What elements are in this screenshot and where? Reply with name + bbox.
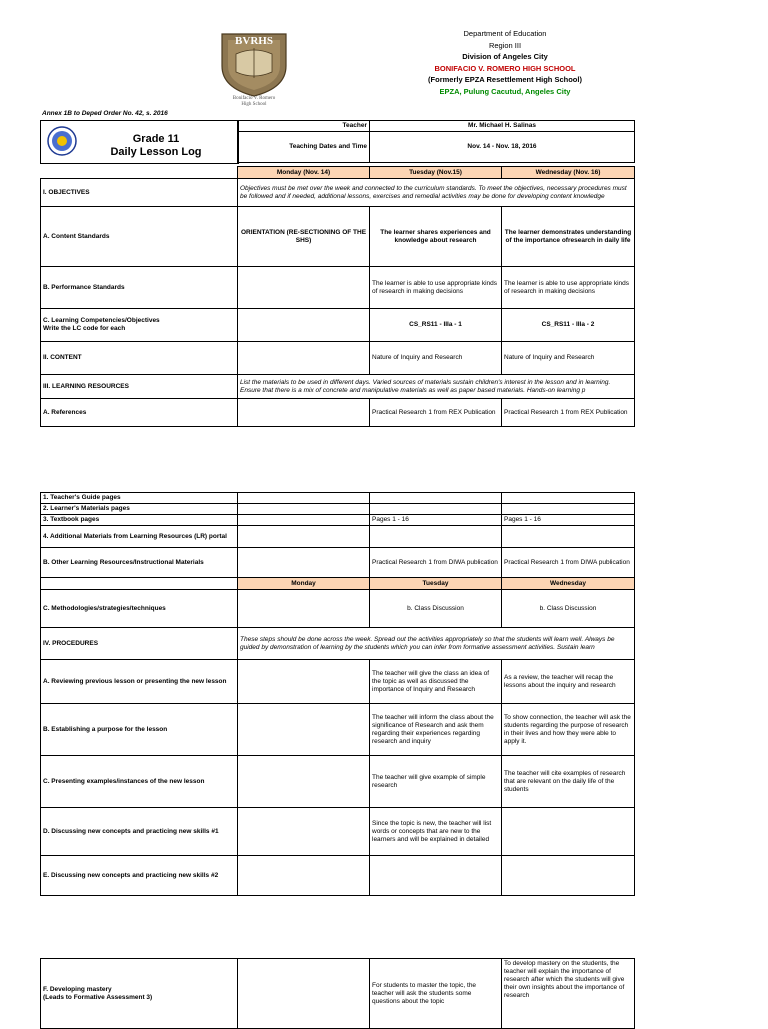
dates-value: Nov. 14 - Nov. 18, 2016 [370,132,635,163]
deped-seal-icon [47,126,77,161]
textbook-mon [238,515,370,526]
resources-note: List the materials to be used in different days. Varied sources of materials sustain children's interest in the lesson and in learning. Ensure that there is a mix of concrete and manipulative materials as well as paper based materials. Hands-on learning p [238,375,635,399]
references-tue: Practical Research 1 from REX Publication [370,399,502,427]
teacher-label: Teacher [238,121,370,132]
lc-tue: CS_RS11 - IIIa - 1 [370,309,502,342]
objectives-label: I. OBJECTIVES [41,179,238,207]
logo-caption-1: Bonifacio V. Romero [232,96,276,101]
learning-resources-label: III. LEARNING RESOURCES [41,375,238,399]
school-logo [212,26,296,106]
additional-materials-label: 4. Additional Materials from Learning Resources (LR) portal [41,526,238,548]
other-mon [238,548,370,578]
proc-e-label: E. Discussing new concepts and practicing new skills #2 [41,856,238,896]
proc-d-mon [238,808,370,856]
content-std-tue: The learner shares experiences and knowledge about research [370,207,502,267]
proc-c-tue: The teacher will give example of simple research [370,756,502,808]
teacher-value: Mr. Michael H. Salinas [370,121,635,132]
header-school-name: BONIFACIO V. ROMERO HIGH SCHOOL [434,63,576,73]
performance-standards-label: B. Performance Standards [41,267,238,309]
school-header [380,28,630,97]
content-wed: Nature of Inquiry and Research [502,342,635,375]
day-header-tuesday: Tuesday (Nov.15) [370,167,502,179]
header-address: EPZA, Pulung Cacutud, Angeles City [439,86,571,96]
perf-std-mon [238,267,370,309]
header-former-name: (Formerly EPZA Resettlement High School) [428,75,582,84]
proc-f-label-1: F. Developing mastery [43,985,112,993]
proc-f-wed: To develop mastery on the students, the teacher will explain the importance of research after which the students will give their own insights about the importance of research [502,959,635,1029]
day-header-mid-wednesday: Wednesday [502,578,635,590]
method-wed: b. Class Discussion [502,590,635,628]
proc-c-label: C. Presenting examples/instances of the new lesson [41,756,238,808]
header-line-1: Department of Education [463,29,547,38]
annex-label: Annex 1B to Deped Order No. 42, s. 2016 [42,110,168,117]
proc-b-label: B. Establishing a purpose for the lesson [41,704,238,756]
method-tue: b. Class Discussion [370,590,502,628]
references-mon [238,399,370,427]
proc-a-tue: The teacher will give the class an idea of the topic as well as discussed the importance of Inquiry and Research [370,660,502,704]
day-header-mid-monday: Monday [238,578,370,590]
proc-f-mon [238,959,370,1029]
logo-initials: BVRHS [235,35,273,47]
perf-std-wed: The learner is able to use appropriate kinds of research in making decisions [502,267,635,309]
proc-a-wed: As a review, the teacher will recap the lessons about the inquiry and research [502,660,635,704]
proc-d-wed [502,808,635,856]
proc-b-mon [238,704,370,756]
proc-b-wed: To show connection, the teacher will ask the students regarding the purpose of research in their lives and how they were able to apply it. [502,704,635,756]
other-wed: Practical Research 1 from DIWA publication [502,548,635,578]
proc-d-label: D. Discussing new concepts and practicing new skills #1 [41,808,238,856]
teachers-guide-label: 1. Teacher's Guide pages [41,493,238,504]
day-header-monday: Monday (Nov. 14) [238,167,370,179]
learners-materials-label: 2. Learner's Materials pages [41,504,238,515]
other-tue: Practical Research 1 from DIWA publication [370,548,502,578]
lesson-table-1 [40,166,635,427]
references-wed: Practical Research 1 from REX Publication [502,399,635,427]
textbook-tue: Pages 1 - 16 [370,515,502,526]
objectives-note: Objectives must be met over the week and connected to the curriculum standards. To meet the objectives, necessary procedures must be followed and if needed, additional lessons, exercises and remedial activities may be done for developing content knowledge [238,179,635,207]
proc-a-mon [238,660,370,704]
meta-table [237,120,635,163]
logo-caption-2: High School [241,102,267,107]
log-title: Daily Lesson Log [110,146,202,158]
title-box [40,120,239,164]
header-line-2: Region III [488,40,522,50]
methodologies-label: C. Methodologies/strategies/techniques [41,590,238,628]
method-mon [238,590,370,628]
day-header-wednesday: Wednesday (Nov. 16) [502,167,635,179]
proc-f-tue: For students to master the topic, the teacher will ask the students some questions about the topic [370,959,502,1029]
day-header-mid-tuesday: Tuesday [370,578,502,590]
lc-mon [238,309,370,342]
proc-f-label [41,959,238,1029]
proc-d-tue: Since the topic is new, the teacher will list words or concepts that are new to the learners and will be explained in detailed [370,808,502,856]
textbook-label: 3. Textbook pages [41,515,238,526]
content-mon [238,342,370,375]
perf-std-tue: The learner is able to use appropriate kinds of research in making decisions [370,267,502,309]
proc-f-label-2: (Leads to Formative Assessment 3) [43,993,153,1001]
proc-c-wed: The teacher will cite examples of research that are relevant on the daily life of the students [502,756,635,808]
procedures-label: IV. PROCEDURES [41,628,238,660]
references-label: A. References [41,399,238,427]
textbook-wed: Pages 1 - 16 [502,515,635,526]
proc-a-label: A. Reviewing previous lesson or presenting the new lesson [41,660,238,704]
dates-label: Teaching Dates and Time [238,132,370,163]
proc-b-tue: The teacher will inform the class about the significance of Research and ask them regarding their experiences regarding research and inquiry [370,704,502,756]
content-standards-label: A. Content Standards [41,207,238,267]
content-std-mon: ORIENTATION (RE-SECTIONING OF THE SHS) [238,207,370,267]
header-line-3: Division of Angeles City [462,52,548,61]
lesson-table-2 [40,492,635,896]
content-std-wed: The learner demonstrates understanding of the importance ofresearch in daily life [502,207,635,267]
lesson-table-3 [40,958,635,1029]
lc-wed: CS_RS11 - IIIa - 2 [502,309,635,342]
lc-label-1: C. Learning Competencies/Objectives [43,317,160,324]
grade-title: Grade 11 [132,133,180,145]
procedures-note: These steps should be done across the week. Spread out the activities appropriately so that the students will learn well. Always be guided by demonstration of learning by the students which you can infer from formative assessment activities. Sustain learn [238,628,635,660]
other-resources-label: B. Other Learning Resources/Instructional Materials [41,548,238,578]
lc-label [41,309,238,342]
proc-c-mon [238,756,370,808]
lc-label-2: Write the LC code for each [43,325,126,332]
content-label: II. CONTENT [41,342,238,375]
content-tue: Nature of Inquiry and Research [370,342,502,375]
